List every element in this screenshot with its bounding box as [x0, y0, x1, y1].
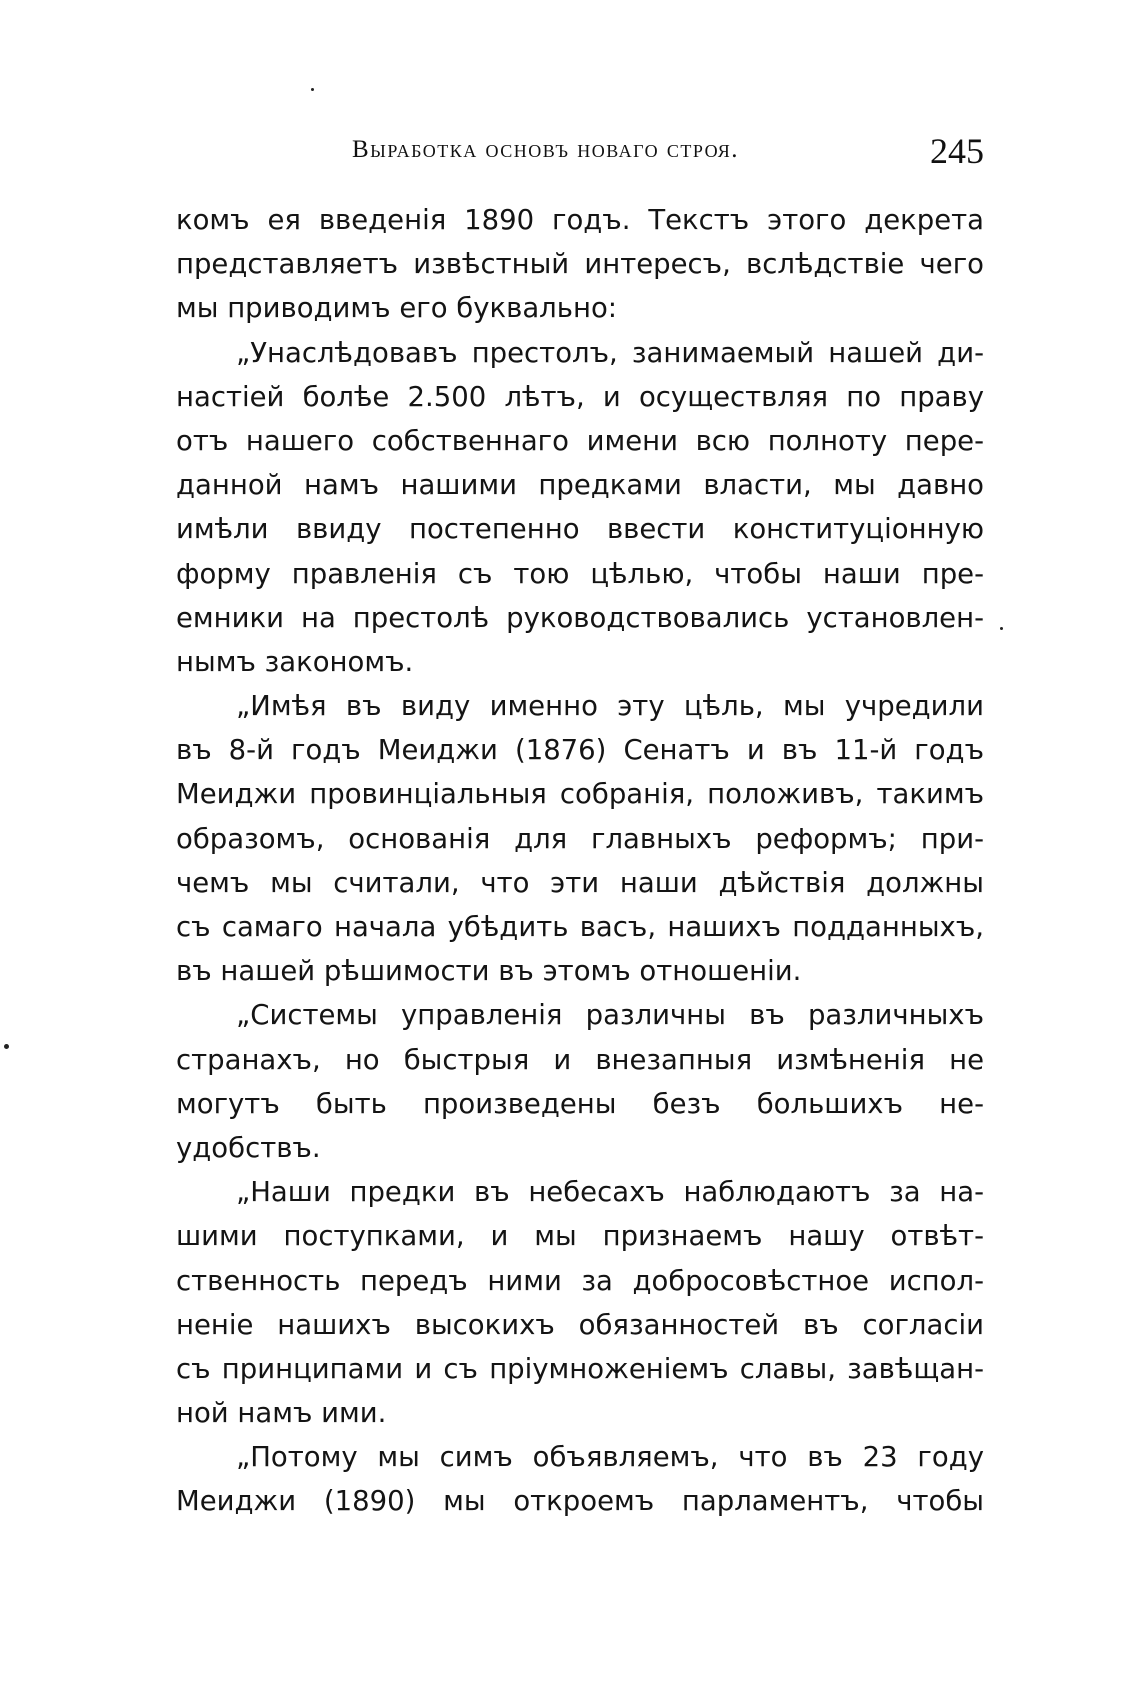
running-head — [176, 131, 984, 180]
running-title: Выработка основъ новаго строя. — [352, 136, 740, 163]
text-line: „Системы управленія различны въ различныхъ — [236, 999, 984, 1032]
text-line: отъ нашего собственнаго имени всю полноту пере- — [176, 424, 984, 457]
text-line: Меиджи провинціальныя собранія, положивъ, такимъ — [176, 778, 984, 811]
text-line: комъ ея введенія 1890 годъ. Текстъ этого декрета — [176, 204, 984, 236]
text-line: форму правленія съ тою цѣлью, чтобы наши пре- — [176, 557, 984, 590]
text-line: Меиджи (1890) мы откроемъ парламентъ, чтобы — [176, 1485, 984, 1518]
scan-speck — [1000, 627, 1003, 630]
text-line: данной намъ нашими предками власти, мы давно — [176, 469, 984, 502]
text-line: „Потому мы симъ объявляемъ, что въ 23 году — [236, 1441, 984, 1474]
text-line: представляетъ извѣстный интересъ, вслѣдствіе чего — [176, 248, 984, 281]
text-line: шими поступками, и мы признаемъ нашу отвѣт- — [176, 1220, 984, 1253]
scan-speck — [4, 1044, 9, 1049]
text-line: въ 8-й годъ Меиджи (1876) Сенатъ и въ 11-й годъ — [176, 734, 984, 767]
text-line: въ нашей рѣшимости въ этомъ отношеніи. — [176, 955, 802, 988]
text-line: „Имѣя въ виду именно эту цѣль, мы учредили — [236, 690, 984, 723]
text-line: настіей болѣе 2.500 лѣтъ, и осуществляя по праву — [176, 380, 984, 413]
text-line: странахъ, но быстрыя и внезапныя измѣненія не — [176, 1043, 984, 1076]
text-line: могутъ быть произведены безъ большихъ не- — [176, 1087, 984, 1120]
text-line: „Наши предки въ небесахъ наблюдаютъ за на- — [236, 1176, 984, 1209]
scan-speck — [311, 88, 314, 91]
page-number: 245 — [930, 131, 984, 171]
text-line: съ самаго начала убѣдить васъ, нашихъ подданныхъ, — [176, 911, 984, 943]
text-line: „Унаслѣдовавъ престолъ, занимаемый нашей ди- — [236, 336, 984, 369]
text-line: чемъ мы считали, что эти наши дѣйствія должны — [176, 866, 984, 899]
text-line: образомъ, основанія для главныхъ реформъ; при- — [176, 822, 984, 855]
text-line: удобствъ. — [176, 1131, 321, 1164]
text-line: ной намъ ими. — [176, 1397, 387, 1430]
text-line: емники на престолѣ руководствовались установлен- — [176, 601, 984, 634]
text-line: съ принципами и съ пріумноженіемъ славы, завѣщан- — [176, 1352, 984, 1385]
text-line: мы приводимъ его буквально: — [176, 292, 618, 325]
text-line: ственность передъ ними за добросовѣстное испол- — [176, 1264, 984, 1297]
text-line: неніе нашихъ высокихъ обязанностей въ согласіи — [176, 1308, 984, 1341]
body-text — [176, 198, 984, 1524]
text-line: нымъ закономъ. — [176, 645, 414, 678]
text-line: имѣли ввиду постепенно ввести конституціонную — [176, 513, 984, 546]
